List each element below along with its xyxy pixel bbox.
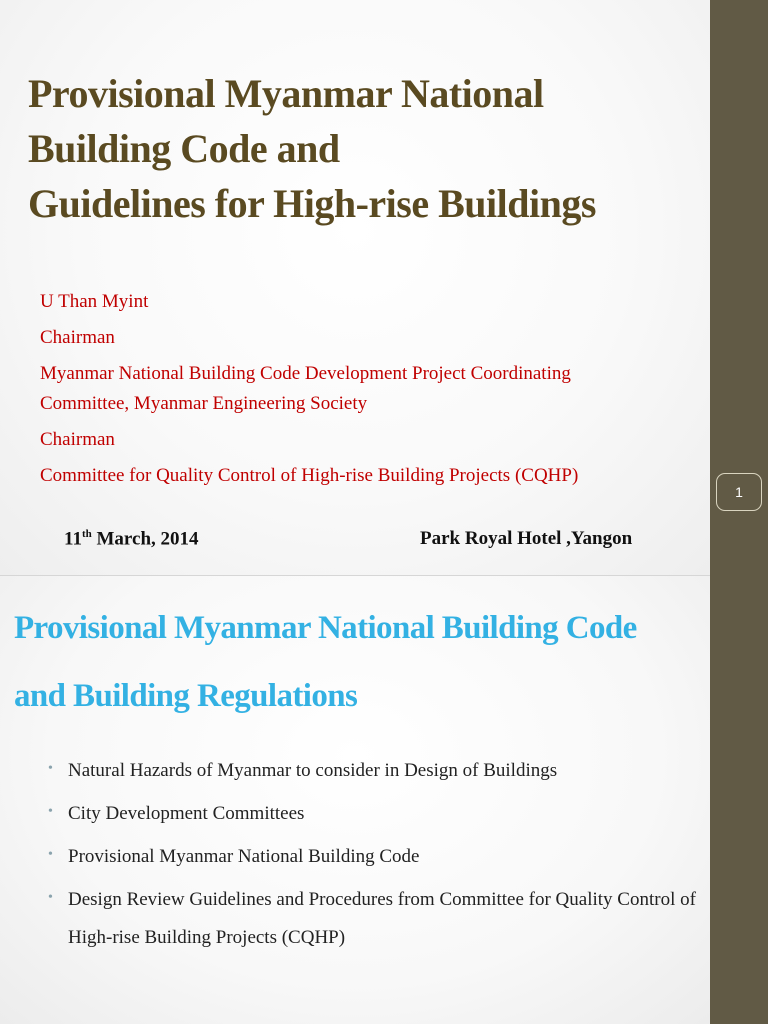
author-role: Chairman (40, 327, 115, 348)
title-line: Guidelines for High-rise Buildings (28, 181, 596, 226)
organization-line: Committee, Myanmar Engineering Society (40, 393, 368, 414)
list-item (48, 795, 698, 833)
sidebar-band (710, 0, 768, 1024)
list-item (48, 881, 698, 957)
bullet-icon: • (48, 890, 53, 905)
title-line: Building Code and (28, 126, 340, 171)
list-item (48, 752, 698, 790)
presenter-info (40, 287, 700, 491)
date-suffix: th (81, 528, 92, 540)
bullet-icon: • (48, 761, 53, 776)
list-item-text: Natural Hazards of Myanmar to consider in Design of Buildings (68, 760, 558, 781)
list-item-text: Provisional Myanmar National Building Code (68, 846, 420, 867)
list-item-text: Design Review Guidelines and Procedures from Committee for Quality Control of High-rise Building Projects (CQHP) (68, 889, 696, 948)
presentation-venue: Park Royal Hotel ,Yangon (420, 528, 633, 549)
list-item (48, 838, 698, 876)
date-day: 11 (64, 528, 82, 550)
slide-1-title (28, 66, 708, 231)
title-line: and Building Regulations (14, 678, 358, 714)
date-rest: March, 2014 (91, 528, 199, 550)
organization-line: Committee for Quality Control of High-rise Building Projects (CQHP) (40, 465, 579, 486)
slide-2-title (14, 594, 706, 730)
bullet-icon: • (48, 847, 53, 862)
title-line: Provisional Myanmar National Building Code (14, 610, 637, 646)
slide-number-badge: 1 (716, 473, 762, 511)
list-item-text: City Development Committees (68, 803, 305, 824)
bullet-list (48, 752, 698, 962)
presentation-date (64, 528, 199, 550)
organization-line: Myanmar National Building Code Development Project Coordinating (40, 363, 571, 384)
author-name: U Than Myint (40, 291, 149, 312)
bullet-icon: • (48, 804, 53, 819)
title-line: Provisional Myanmar National (28, 71, 544, 116)
author-role: Chairman (40, 429, 115, 450)
